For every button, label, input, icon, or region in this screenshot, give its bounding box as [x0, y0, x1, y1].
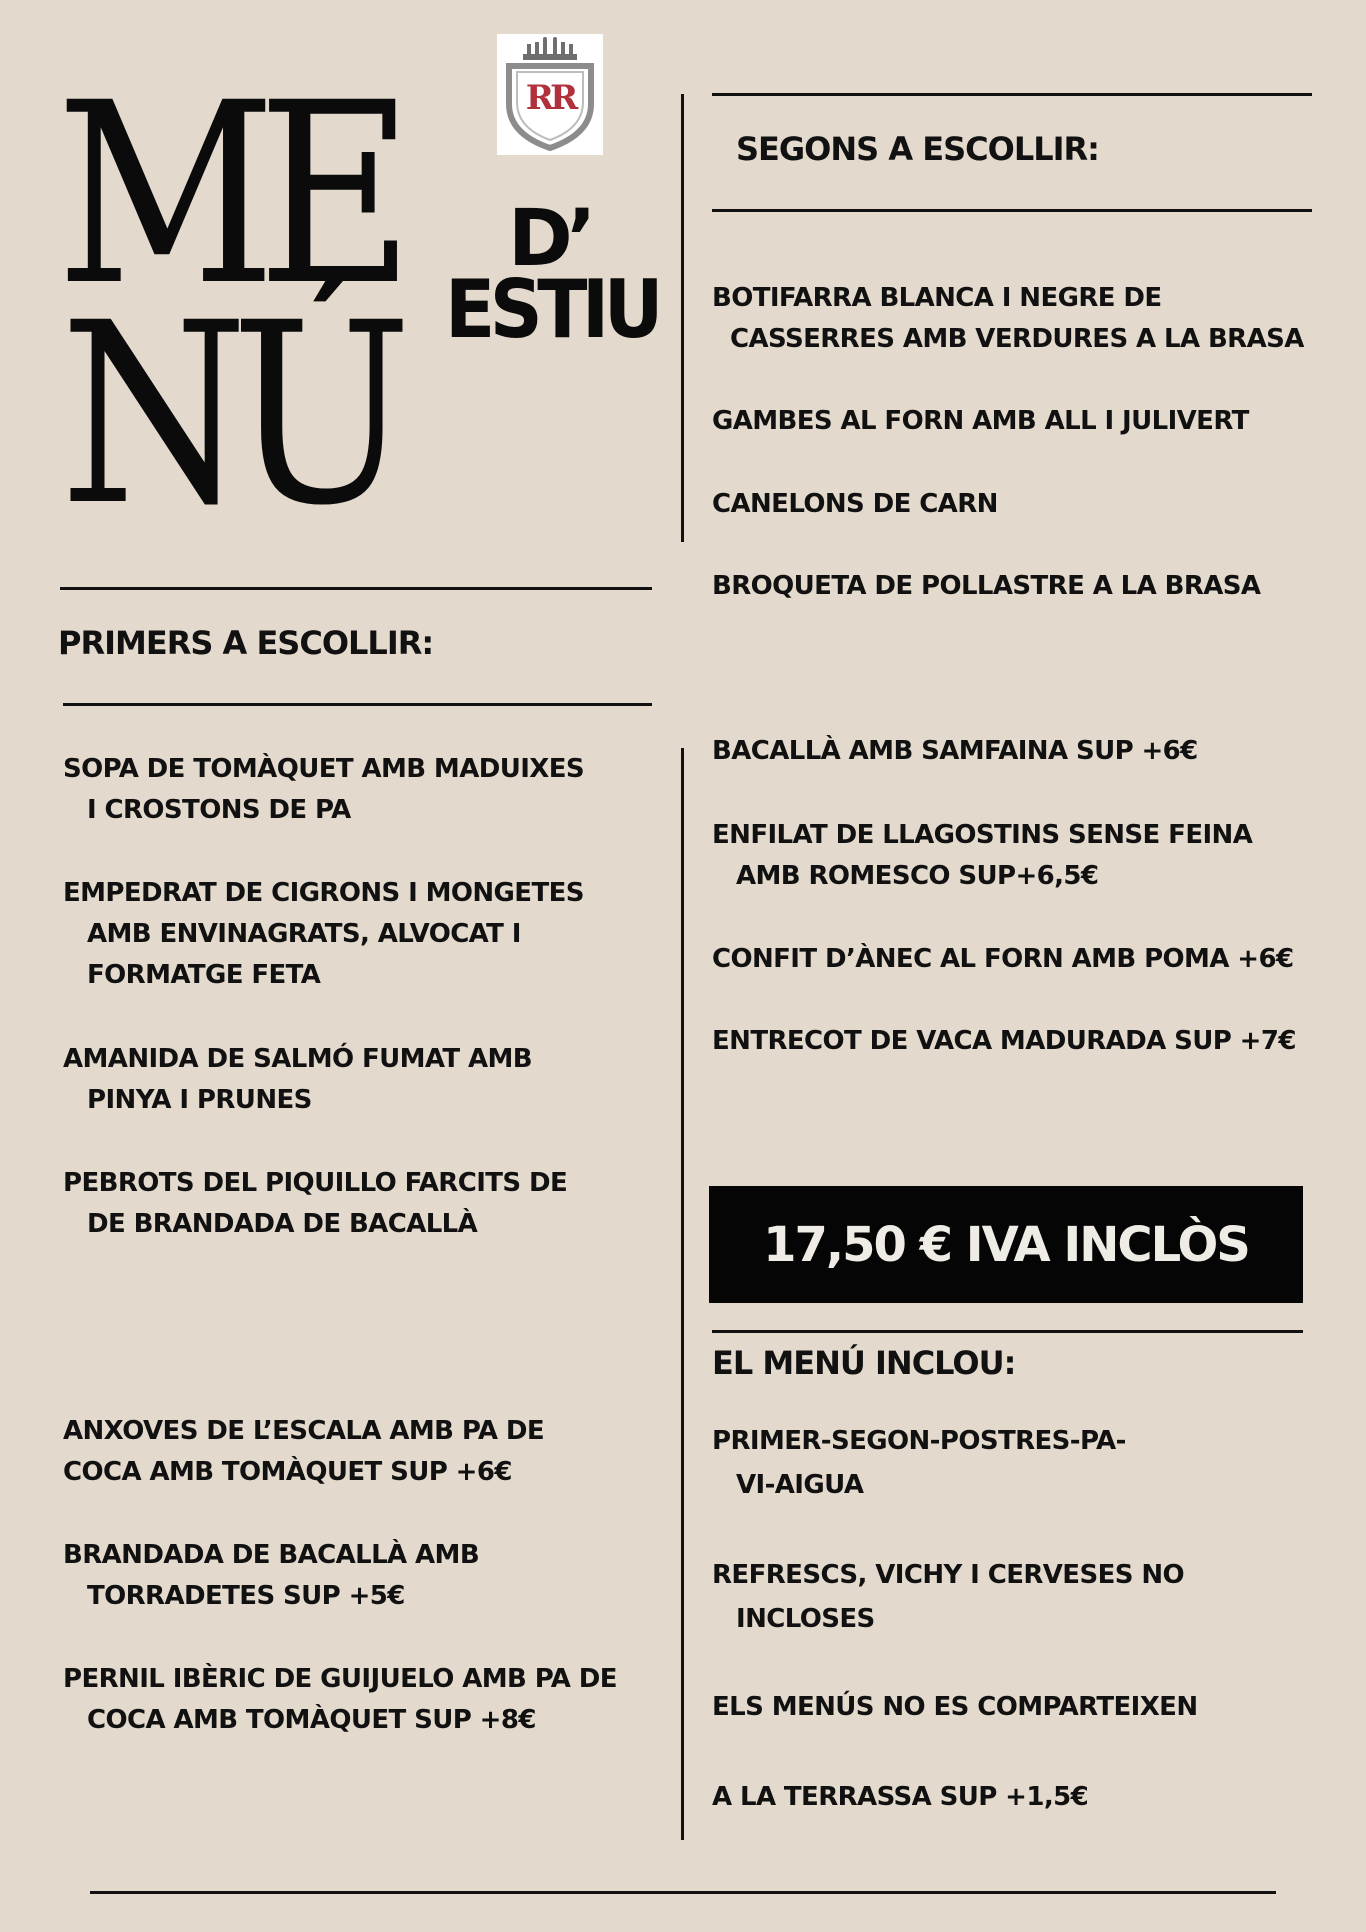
segons-item-line: BOTIFARRA BLANCA I NEGRE DE	[712, 283, 1162, 313]
segons-item	[712, 939, 1293, 980]
primers-item-line: BRANDADA DE BACALLÀ AMB	[63, 1540, 480, 1570]
restaurant-logo	[497, 34, 603, 155]
inclou-item-line: ELS MENÚS NO ES COMPARTEIXEN	[712, 1692, 1198, 1722]
segons-item-line: ENFILAT DE LLAGOSTINS SENSE FEINA	[712, 820, 1253, 850]
primers-item-line: COCA AMB TOMÀQUET SUP +6€	[63, 1457, 512, 1487]
title-estiu: ESTIU	[445, 263, 659, 356]
primers-item-line: DE BRANDADA DE BACALLÀ	[87, 1209, 478, 1239]
segons-item	[712, 566, 1260, 607]
primers-item-line: TORRADETES SUP +5€	[87, 1581, 405, 1611]
inclou-item	[712, 1419, 1126, 1507]
segons-heading: SEGONS A ESCOLLIR:	[736, 130, 1099, 168]
segons-item	[712, 278, 1304, 360]
segons-item-line: GAMBES AL FORN AMB ALL I JULIVERT	[712, 406, 1249, 436]
inclou-heading-rule	[712, 1330, 1303, 1333]
segons-item-line: CONFIT D’ÀNEC AL FORN AMB POMA +6€	[712, 944, 1294, 974]
segons-item-line: BROQUETA DE POLLASTRE A LA BRASA	[712, 571, 1261, 601]
primers-item-line: AMB ENVINAGRATS, ALVOCAT I	[87, 919, 521, 949]
inclou-item-line: A LA TERRASSA SUP +1,5€	[712, 1782, 1089, 1812]
segons-item-line: AMB ROMESCO SUP+6,5€	[736, 861, 1099, 891]
column-divider-bottom	[681, 748, 684, 1840]
primers-heading-rule-bottom	[63, 703, 652, 706]
footer-rule	[90, 1891, 1276, 1894]
inclou-item-line: REFRESCS, VICHY I CERVESES NO	[712, 1560, 1184, 1590]
primers-item	[63, 873, 584, 996]
segons-item	[712, 401, 1249, 442]
primers-item-line: EMPEDRAT DE CIGRONS I MONGETES	[63, 878, 584, 908]
segons-item	[712, 484, 998, 525]
primers-item	[63, 1411, 544, 1493]
primers-heading: PRIMERS A ESCOLLIR:	[58, 624, 434, 662]
primers-item	[63, 1163, 567, 1245]
primers-item	[63, 1039, 532, 1121]
primers-item	[63, 1659, 617, 1741]
segons-item	[712, 731, 1198, 772]
primers-item-line: AMANIDA DE SALMÓ FUMAT AMB	[63, 1044, 532, 1074]
title-nu: NÚ	[60, 269, 395, 560]
inclou-heading: EL MENÚ INCLOU:	[712, 1344, 1016, 1382]
primers-item-line: PINYA I PRUNES	[87, 1085, 312, 1115]
segons-heading-rule-top	[712, 93, 1312, 96]
primers-item-line: COCA AMB TOMÀQUET SUP +8€	[87, 1705, 536, 1735]
title-me: ME	[56, 49, 396, 340]
inclou-item-line: INCLOSES	[736, 1604, 875, 1634]
segons-item	[712, 815, 1252, 897]
segons-item-line: CASSERRES AMB VERDURES A LA BRASA	[730, 324, 1304, 354]
price-box	[709, 1186, 1303, 1303]
inclou-item	[712, 1777, 1088, 1818]
primers-item-line: I CROSTONS DE PA	[87, 795, 351, 825]
inclou-item	[712, 1687, 1197, 1728]
primers-heading-rule-top	[60, 587, 652, 590]
primers-item-line: PERNIL IBÈRIC DE GUIJUELO AMB PA DE	[63, 1664, 617, 1694]
price-label: 17,50 € IVA INCLÒS	[763, 1216, 1249, 1273]
inclou-item	[712, 1553, 1184, 1641]
segons-item-line: ENTRECOT DE VACA MADURADA SUP +7€	[712, 1026, 1296, 1056]
title-d: D’	[508, 194, 591, 284]
segons-item-line: BACALLÀ AMB SAMFAINA SUP +6€	[712, 736, 1198, 766]
column-divider-top	[681, 94, 684, 542]
primers-item	[63, 749, 584, 831]
primers-item-line: PEBROTS DEL PIQUILLO FARCITS DE	[63, 1168, 568, 1198]
primers-item	[63, 1535, 479, 1617]
segons-item-line: CANELONS DE CARN	[712, 489, 998, 519]
inclou-item-line: PRIMER-SEGON-POSTRES-PA-	[712, 1426, 1126, 1456]
segons-item	[712, 1021, 1296, 1062]
inclou-item-line: VI-AIGUA	[736, 1470, 864, 1500]
primers-item-line: ANXOVES DE L’ESCALA AMB PA DE	[63, 1416, 545, 1446]
primers-item-line: SOPA DE TOMÀQUET AMB MADUIXES	[63, 754, 585, 784]
primers-item-line: FORMATGE FETA	[87, 960, 321, 990]
segons-heading-rule-bottom	[712, 209, 1312, 212]
logo-monogram: RR	[525, 78, 575, 118]
